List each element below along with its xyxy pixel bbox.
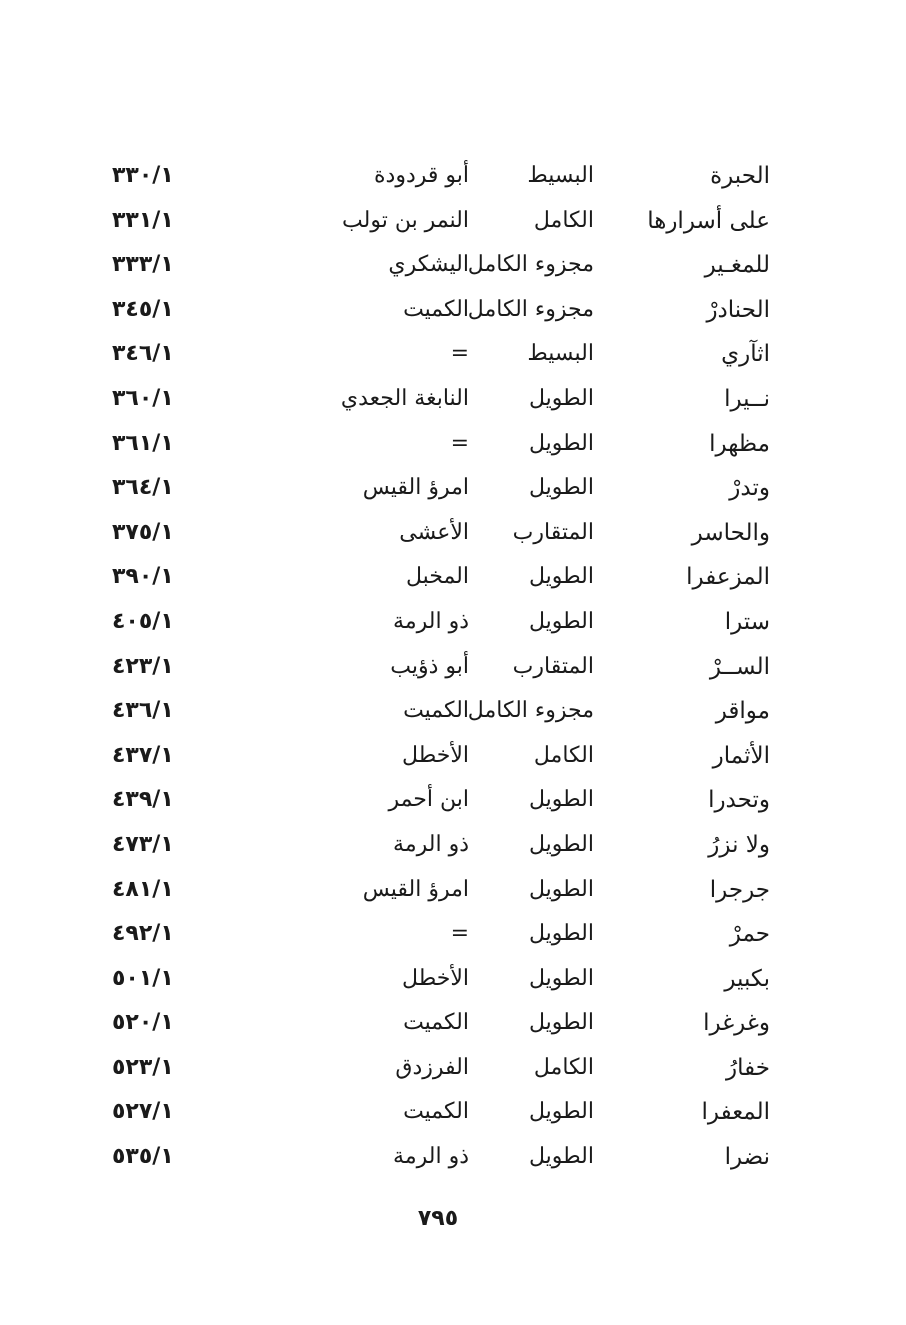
- index-row: [0, 469, 906, 514]
- page-reference: ٥٣٥/١: [112, 1144, 174, 1170]
- rhyme-word: جرجرا: [709, 876, 770, 903]
- meter-name: البسيط: [527, 163, 594, 188]
- index-row: [0, 648, 906, 693]
- rhyme-word: وتدرْ: [729, 475, 770, 502]
- meter-name: الكامل: [533, 1054, 594, 1080]
- index-row: [0, 737, 906, 782]
- page-reference: ٤٩٢/١: [112, 921, 174, 947]
- index-row: [0, 157, 906, 202]
- meter-name: الطويل: [528, 475, 594, 501]
- rhyme-word: بكبير: [724, 965, 770, 992]
- page-reference: ٣٧٥/١: [112, 519, 174, 545]
- page-reference: ٥٢٣/١: [112, 1054, 174, 1080]
- rhyme-word: نــيرا: [724, 385, 770, 412]
- index-row: [0, 960, 906, 1005]
- poet-name: الفرزدق: [395, 1054, 469, 1080]
- rhyme-word: خفارُ: [726, 1054, 770, 1081]
- page-reference: ٤٧٣/١: [112, 831, 174, 857]
- poet-name: الكميت: [403, 1099, 469, 1125]
- rhyme-index-table: [0, 157, 906, 1183]
- index-row: [0, 291, 906, 336]
- index-row: [0, 871, 906, 916]
- meter-name: الطويل: [528, 787, 594, 813]
- poet-name: ذو الرمة: [393, 1144, 469, 1170]
- page-reference: ٥٠١/١: [112, 965, 174, 991]
- rhyme-word: حمرْ: [729, 921, 770, 948]
- page-reference: ٣٤٦/١: [112, 341, 174, 367]
- page-reference: ٥٢٠/١: [112, 1010, 174, 1036]
- index-row: [0, 1093, 906, 1138]
- poet-name: أبو قردودة: [374, 163, 469, 188]
- rhyme-word: المزعفرا: [686, 564, 770, 591]
- page-reference: ٣٣١/١: [112, 207, 174, 233]
- meter-name: المتقارب: [512, 653, 594, 679]
- rhyme-word: ولا نزرُ: [708, 831, 770, 858]
- poet-name: الكميت: [403, 1010, 469, 1036]
- index-row: [0, 335, 906, 380]
- meter-name: مجزوء الكامل: [467, 698, 594, 724]
- rhyme-word: للمغـير: [704, 252, 770, 279]
- meter-name: الطويل: [528, 430, 594, 456]
- poet-name: =: [450, 430, 469, 456]
- rhyme-word: على أسرارها: [647, 207, 770, 234]
- rhyme-word: والحاسر: [691, 519, 770, 546]
- page-reference: ٣٩٠/١: [112, 564, 174, 590]
- meter-name: المتقارب: [512, 519, 594, 545]
- meter-name: البسيط: [527, 341, 594, 367]
- rhyme-word: وغرغرا: [703, 1010, 770, 1037]
- poet-name: اليشكري: [388, 252, 469, 278]
- rhyme-word: مواقر: [715, 698, 770, 725]
- meter-name: الطويل: [528, 385, 594, 411]
- rhyme-word: الســرْ: [709, 653, 770, 680]
- page-reference: ٤٨١/١: [112, 876, 174, 902]
- page-reference: ٣٣٣/١: [112, 252, 174, 278]
- index-row: [0, 1138, 906, 1183]
- index-row: [0, 514, 906, 559]
- page-reference: ٣٦٠/١: [112, 385, 174, 411]
- poet-name: أبو ذؤيب: [390, 653, 469, 679]
- rhyme-word: سترا: [724, 608, 770, 635]
- page-reference: ٣٣٠/١: [112, 163, 174, 188]
- meter-name: الطويل: [528, 608, 594, 634]
- poet-name: الأعشى: [399, 519, 469, 545]
- poet-name: الكميت: [403, 698, 469, 724]
- meter-name: مجزوء الكامل: [467, 252, 594, 278]
- rhyme-word: الأثمار: [712, 742, 770, 769]
- rhyme-word: مظهرا: [709, 430, 770, 457]
- poet-name: =: [450, 341, 469, 367]
- index-row: [0, 692, 906, 737]
- page-reference: ٥٢٧/١: [112, 1099, 174, 1125]
- poet-name: امرؤ القيس: [362, 876, 469, 902]
- index-row: [0, 425, 906, 470]
- page-reference: ٣٦١/١: [112, 430, 174, 456]
- meter-name: الطويل: [528, 1144, 594, 1170]
- poet-name: ذو الرمة: [393, 608, 469, 634]
- poet-name: الأخطل: [402, 965, 469, 991]
- index-row: [0, 915, 906, 960]
- page-reference: ٤٠٥/١: [112, 608, 174, 634]
- page-reference: ٤٣٩/١: [112, 787, 174, 813]
- meter-name: الطويل: [528, 965, 594, 991]
- meter-name: الطويل: [528, 921, 594, 947]
- rhyme-word: نضرا: [724, 1144, 770, 1171]
- index-row: [0, 246, 906, 291]
- meter-name: الطويل: [528, 831, 594, 857]
- page-reference: ٣٤٥/١: [112, 296, 174, 322]
- meter-name: الكامل: [533, 742, 594, 768]
- poet-name: امرؤ القيس: [362, 475, 469, 501]
- poet-name: النابغة الجعدي: [340, 385, 469, 411]
- rhyme-word: اثآري: [721, 341, 770, 368]
- meter-name: الطويل: [528, 876, 594, 902]
- page-reference: ٣٦٤/١: [112, 475, 174, 501]
- poet-name: المخبل: [405, 564, 469, 590]
- index-row: [0, 558, 906, 603]
- poet-name: =: [450, 921, 469, 947]
- rhyme-word: الحبرة: [710, 163, 770, 189]
- meter-name: مجزوء الكامل: [467, 296, 594, 322]
- meter-name: الطويل: [528, 1099, 594, 1125]
- rhyme-word: الحنادرْ: [706, 296, 770, 323]
- page-number: ٧٩٥: [417, 1206, 459, 1231]
- poet-name: الأخطل: [402, 742, 469, 768]
- rhyme-word: المعفرا: [701, 1099, 770, 1126]
- poet-name: ذو الرمة: [393, 831, 469, 857]
- page-reference: ٤٢٣/١: [112, 653, 174, 679]
- index-row: [0, 1049, 906, 1094]
- index-row: [0, 603, 906, 648]
- page-reference: ٤٣٦/١: [112, 698, 174, 724]
- index-row: [0, 380, 906, 425]
- index-row: [0, 781, 906, 826]
- page-reference: ٤٣٧/١: [112, 742, 174, 768]
- meter-name: الكامل: [533, 207, 594, 233]
- rhyme-word: وتحدرا: [708, 787, 770, 814]
- poet-name: الكميت: [403, 296, 469, 322]
- index-row: [0, 202, 906, 247]
- index-row: [0, 1004, 906, 1049]
- meter-name: الطويل: [528, 1010, 594, 1036]
- poet-name: ابن أحمر: [388, 787, 469, 813]
- poet-name: النمر بن تولب: [342, 207, 469, 233]
- meter-name: الطويل: [528, 564, 594, 590]
- index-row: [0, 826, 906, 871]
